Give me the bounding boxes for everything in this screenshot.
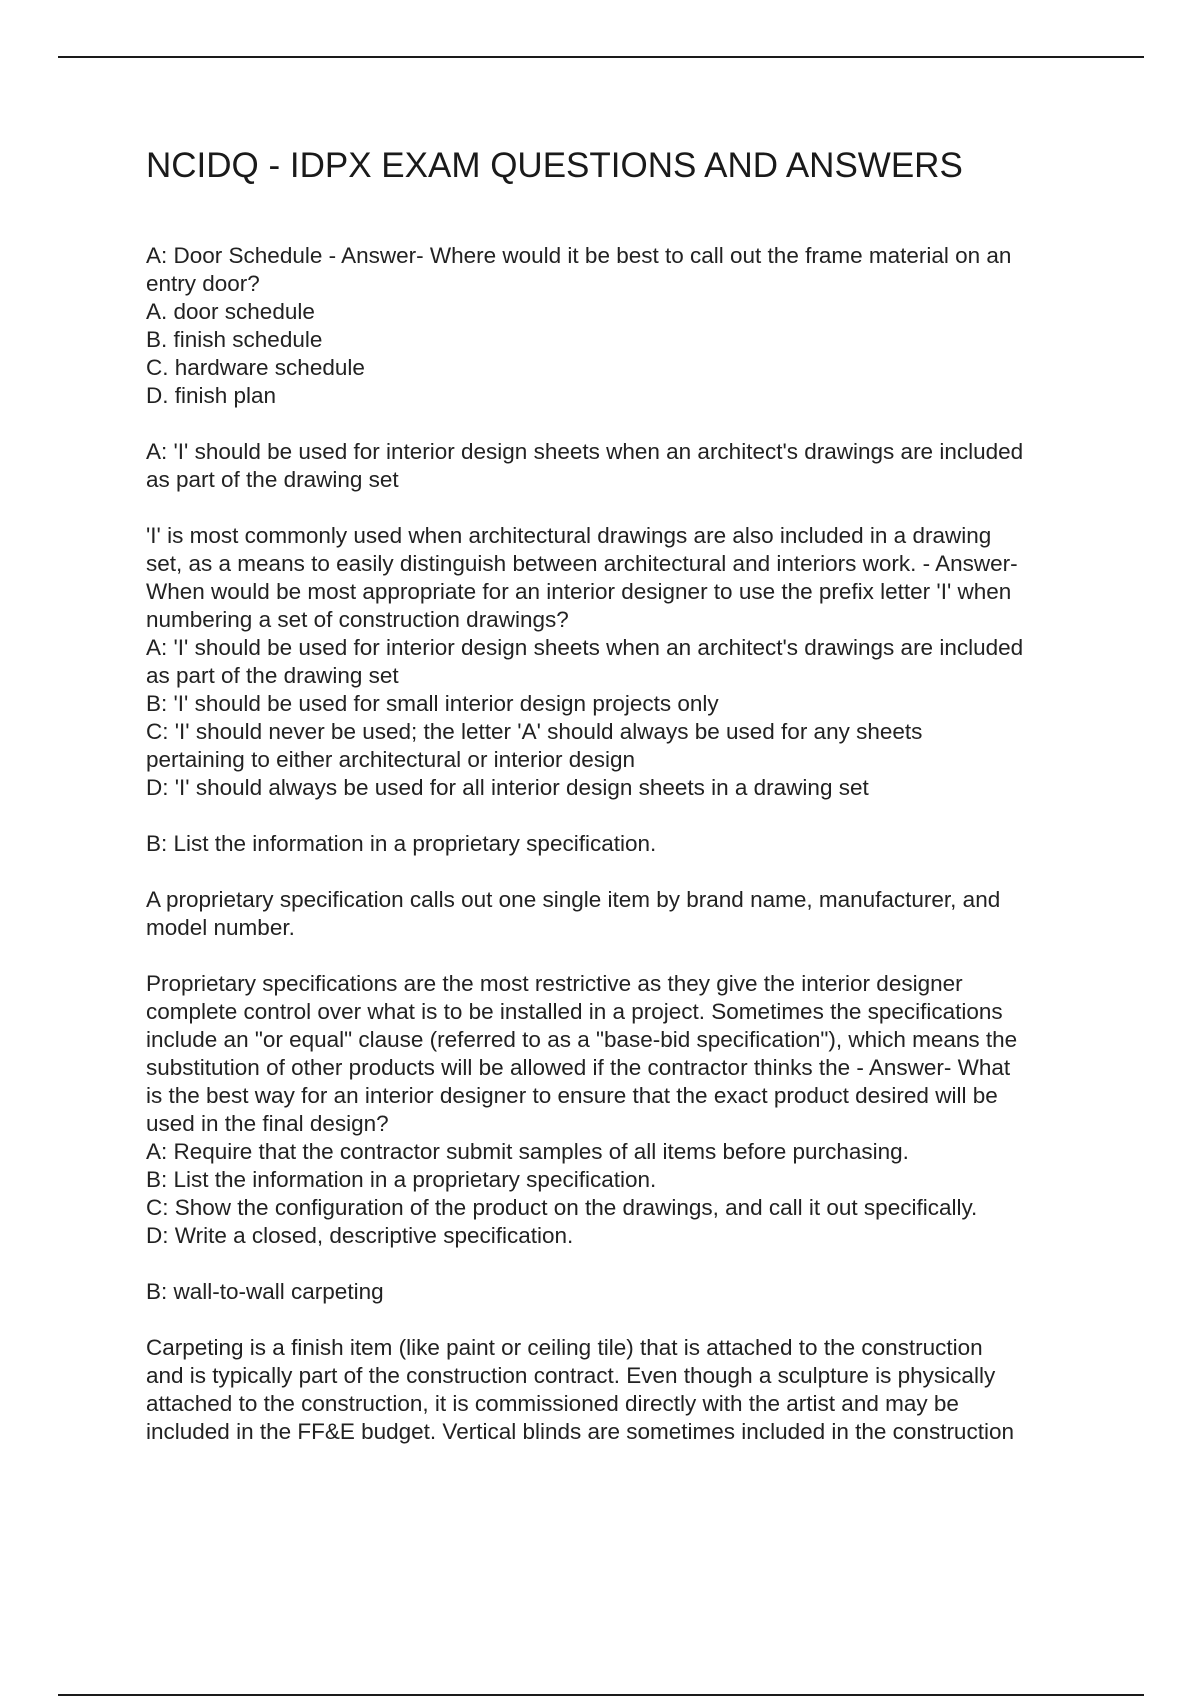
text-line: pertaining to either architectural or interior design [146,747,636,772]
text-line: D: Write a closed, descriptive specification. [146,1223,574,1248]
text-line: include an "or equal" clause (referred to as a "base-bid specification"), which means the [146,1027,1018,1052]
text-line: 'I' is most commonly used when architectural drawings are also included in a drawing [146,523,992,548]
text-line: B. finish schedule [146,327,323,352]
text-line: A: 'I' should be used for interior design sheets when an architect's drawings are included [146,635,1024,660]
qa-block [146,970,1096,1250]
qa-block [146,1278,1096,1306]
qa-blocks [146,242,1096,1446]
text-line: D. finish plan [146,383,277,408]
text-line: A: Require that the contractor submit samples of all items before purchasing. [146,1139,909,1164]
text-line: C: 'I' should never be used; the letter 'A' should always be used for any sheets [146,719,923,744]
text-line: When would be most appropriate for an interior designer to use the prefix letter 'I' when [146,579,1012,604]
text-line: Proprietary specifications are the most restrictive as they give the interior designer [146,971,963,996]
text-line: as part of the drawing set [146,663,399,688]
qa-block [146,1334,1096,1446]
top-rule [58,56,1144,58]
text-line: B: List the information in a proprietary specification. [146,1167,657,1192]
qa-block [146,438,1096,494]
text-line: C: Show the configuration of the product on the drawings, and call it out specifically. [146,1195,978,1220]
qa-block [146,242,1096,410]
text-line: set, as a means to easily distinguish between architectural and interiors work. - Answer- [146,551,1018,576]
text-line: is the best way for an interior designer to ensure that the exact product desired will be [146,1083,998,1108]
document-body [146,140,1096,1474]
text-line: D: 'I' should always be used for all interior design sheets in a drawing set [146,775,869,800]
qa-block [146,830,1096,858]
qa-block [146,522,1096,802]
text-line: entry door? [146,271,260,296]
text-line: B: wall-to-wall carpeting [146,1279,384,1304]
text-line: as part of the drawing set [146,467,399,492]
text-line: complete control over what is to be installed in a project. Sometimes the specifications [146,999,1003,1024]
text-line: attached to the construction, it is commissioned directly with the artist and may be [146,1391,959,1416]
text-line: Carpeting is a finish item (like paint or ceiling tile) that is attached to the construction [146,1335,983,1360]
qa-block [146,886,1096,942]
text-line: A proprietary specification calls out one single item by brand name, manufacturer, and [146,887,1001,912]
text-line: model number. [146,915,295,940]
text-line: B: List the information in a proprietary specification. [146,831,657,856]
document-title: NCIDQ - IDPX EXAM QUESTIONS AND ANSWERS [146,146,963,185]
text-line: A. door schedule [146,299,315,324]
text-line: included in the FF&E budget. Vertical blinds are sometimes included in the construction [146,1419,1014,1444]
text-line: numbering a set of construction drawings? [146,607,569,632]
text-line: substitution of other products will be allowed if the contractor thinks the - Answer- What [146,1055,1011,1080]
bottom-rule [58,1694,1144,1696]
text-line: A: Door Schedule - Answer- Where would it be best to call out the frame material on an [146,243,1012,268]
text-line: C. hardware schedule [146,355,365,380]
text-line: and is typically part of the construction contract. Even though a sculpture is physically [146,1363,996,1388]
text-line: used in the final design? [146,1111,389,1136]
text-line: B: 'I' should be used for small interior design projects only [146,691,719,716]
text-line: A: 'I' should be used for interior design sheets when an architect's drawings are included [146,439,1024,464]
